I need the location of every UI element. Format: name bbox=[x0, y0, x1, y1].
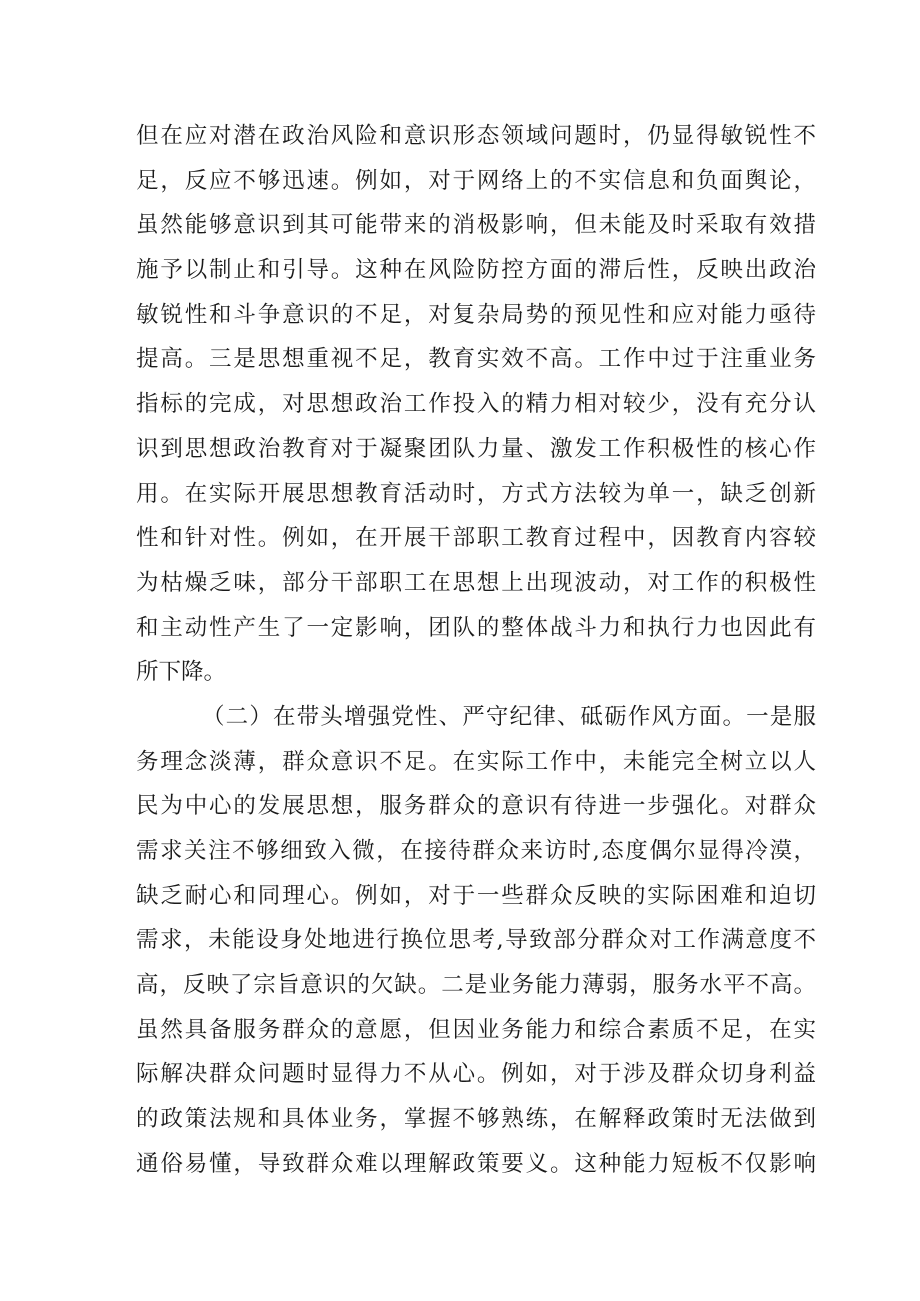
text-line: 但在应对潜在政治风险和意识形态领域问题时，仍显得敏锐性不 bbox=[136, 123, 816, 149]
text-line: 性和针对性。例如，在开展干部职工教育过程中，因教育内容较 bbox=[136, 525, 816, 552]
text-line: 高，反映了宗旨意识的欠缺。二是业务能力薄弱，服务水平不高。 bbox=[136, 972, 816, 999]
text-line: 用。在实际开展思想教育活动时，方式方法较为单一，缺乏创新 bbox=[136, 480, 816, 507]
paragraph-2 bbox=[136, 695, 816, 1187]
text-line: 缺乏耐心和同理心。例如，对于一些群众反映的实际困难和迫切 bbox=[136, 882, 816, 909]
text-line: 为枯燥乏味，部分干部职工在思想上出现波动，对工作的积极性 bbox=[136, 569, 816, 596]
text-line: 需求关注不够细致入微，在接待群众来访时,态度偶尔显得冷漠， bbox=[136, 838, 816, 864]
text-line: 虽然能够意识到其可能带来的消极影响，但未能及时采取有效措 bbox=[136, 212, 816, 239]
paragraph-1 bbox=[136, 114, 816, 695]
body-text bbox=[136, 114, 816, 1187]
text-line: 虽然具备服务群众的意愿，但因业务能力和综合素质不足，在实 bbox=[136, 1016, 816, 1043]
text-line: 民为中心的发展思想，服务群众的意识有待进一步强化。对群众 bbox=[136, 793, 816, 820]
text-line: 和主动性产生了一定影响，团队的整体战斗力和执行力也因此有 bbox=[136, 614, 816, 641]
text-line: 的政策法规和具体业务，掌握不够熟练，在解释政策时无法做到 bbox=[136, 1106, 816, 1133]
text-line: 敏锐性和斗争意识的不足，对复杂局势的预见性和应对能力亟待 bbox=[136, 301, 816, 328]
text-line: 指标的完成，对思想政治工作投入的精力相对较少，没有充分认 bbox=[136, 391, 816, 418]
text-line: 所下降。 bbox=[136, 659, 227, 686]
text-line: 提高。三是思想重视不足，教育实效不高。工作中过于注重业务 bbox=[136, 346, 816, 373]
text-line: 务理念淡薄，群众意识不足。在实际工作中，未能完全树立以人 bbox=[136, 748, 816, 775]
section-heading-line: （二）在带头增强党性、严守纪律、砥砺作风方面。一是服 bbox=[202, 703, 816, 730]
text-line: 足，反应不够迅速。例如，对于网络上的不实信息和负面舆论， bbox=[136, 167, 816, 194]
text-line: 需求，未能设身处地进行换位思考,导致部分群众对工作满意度不 bbox=[136, 927, 816, 954]
text-line: 际解决群众问题时显得力不从心。例如，对于涉及群众切身利益 bbox=[136, 1061, 816, 1088]
text-line: 施予以制止和引导。这种在风险防控方面的滞后性，反映出政治 bbox=[136, 257, 816, 284]
text-line: 通俗易懂，导致群众难以理解政策要义。这种能力短板不仅影响 bbox=[136, 1150, 816, 1177]
text-line: 识到思想政治教育对于凝聚团队力量、激发工作积极性的核心作 bbox=[136, 435, 816, 462]
